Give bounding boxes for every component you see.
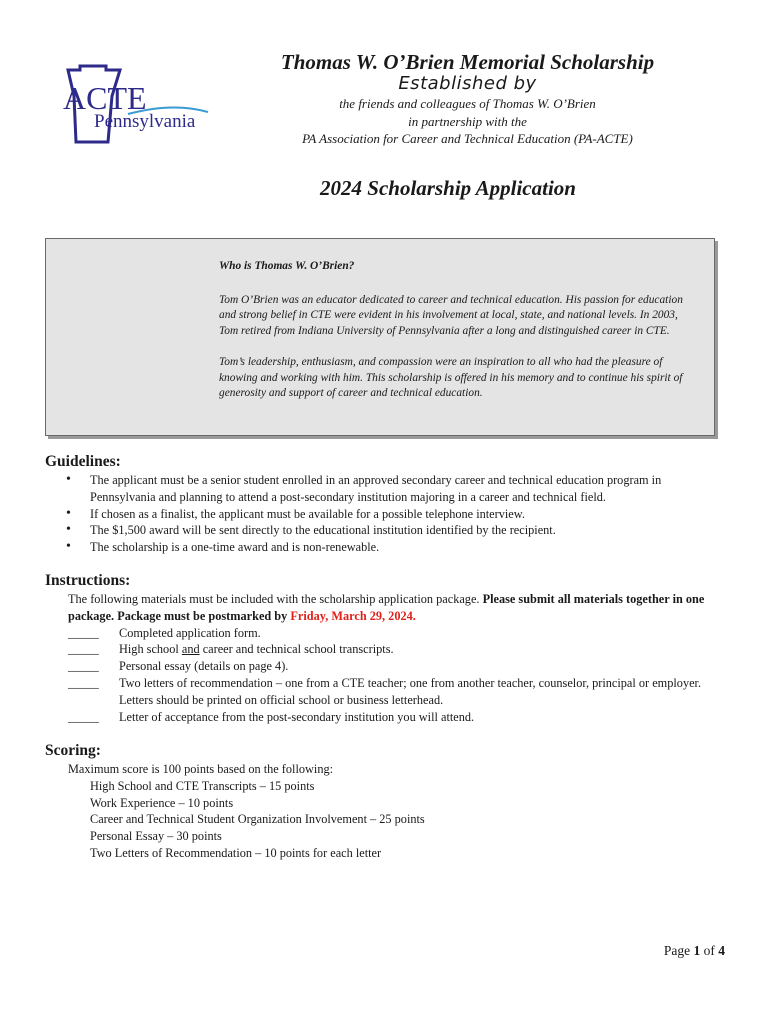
instructions-heading: Instructions:	[45, 572, 131, 589]
header-line-friends: the friends and colleagues of Thomas W. O’Brien	[339, 96, 596, 111]
acte-pennsylvania-logo	[58, 62, 218, 146]
scoring-heading: Scoring:	[45, 742, 101, 759]
deadline: Friday, March 29, 2024.	[290, 608, 416, 623]
instructions-bold: Please submit all materials together in one package. Package must be postmarked by	[68, 592, 705, 623]
bio-paragraph-1: Tom O’Brien was an educator dedicated to career and technical education. His passion for education and strong belief in CTE were evident in his involvement at local, state, and national levels. In 2003, Tom retired from Indiana University of Pennsylvania after a long and distinguished career in CTE.	[219, 293, 683, 337]
list-item: Career and Technical Student Organization Involvement – 25 points	[90, 812, 425, 827]
bio-box	[45, 238, 715, 436]
scholarship-title: Thomas W. O’Brien Memorial Scholarship	[280, 50, 655, 74]
list-item: Two Letters of Recommendation – 10 points for each letter	[90, 845, 382, 860]
header-line-partnership: in partnership with the	[408, 114, 527, 129]
guidelines-list	[64, 472, 729, 556]
list-item: • The scholarship is a one-time award and is non-renewable.	[64, 539, 729, 556]
checklist-item: _____ Completed application form.	[68, 625, 261, 640]
list-item: Work Experience – 10 points	[90, 795, 234, 810]
list-item: Personal Essay – 30 points	[90, 829, 222, 844]
instructions-intro: The following materials must be included with the scholarship application package. Please submit all materials together in one package. Package must be postmarked by Friday, March 29, 2024.	[68, 592, 705, 623]
bio-paragraph-2: Tom’s leadership, enthusiasm, and compassion were an inspiration to all who had the pleasure of knowing and working with him. This scholarship is offered in his memory and to continue his spirit of generosity and support of career and technical education.	[219, 356, 683, 399]
logo-pennsylvania-text: Pennsylvania	[94, 111, 196, 132]
application-title: 2024 Scholarship Application	[320, 176, 576, 200]
checklist-item: _____ Two letters of recommendation – one from a CTE teacher; one from another teacher, counselor, principal or employer. Letters should be printed on official school or business letterhead.	[68, 675, 702, 707]
check-blank: _____	[68, 625, 99, 640]
check-blank: _____	[68, 675, 99, 690]
bio-question: Who is Thomas W. O’Brien?	[219, 260, 355, 272]
list-item: • The applicant must be a senior student enrolled in an approved secondary career and technical education program in Pennsylvania and planning to attend a post-secondary institution majoring in a career and technical field.	[64, 472, 729, 506]
list-item: High School and CTE Transcripts – 15 points	[90, 778, 315, 793]
check-blank: _____	[68, 659, 99, 674]
check-blank: _____	[68, 709, 99, 724]
checklist-item: _____ High school and career and technical school transcripts.	[68, 642, 394, 657]
header-line-association: PA Association for Career and Technical Education (PA-ACTE)	[302, 131, 633, 146]
page-number: Page 1 of 4	[663, 943, 725, 958]
logo-acte-text: ACTE	[63, 80, 147, 116]
guidelines-heading: Guidelines:	[45, 453, 121, 470]
scoring-body	[68, 761, 425, 862]
checklist-item: _____ Personal essay (details on page 4).	[68, 659, 289, 674]
checklist-item: _____ Letter of acceptance from the post-secondary institution you will attend.	[68, 709, 475, 724]
established-by: Established by	[398, 73, 537, 94]
instructions-body	[68, 591, 728, 725]
scoring-intro: Maximum score is 100 points based on the following:	[68, 762, 334, 776]
list-item: • If chosen as a finalist, the applicant must be available for a possible telephone interview.	[64, 506, 729, 523]
check-blank: _____	[68, 642, 99, 657]
list-item: • The $1,500 award will be sent directly to the educational institution identified by the recipient.	[64, 522, 729, 539]
